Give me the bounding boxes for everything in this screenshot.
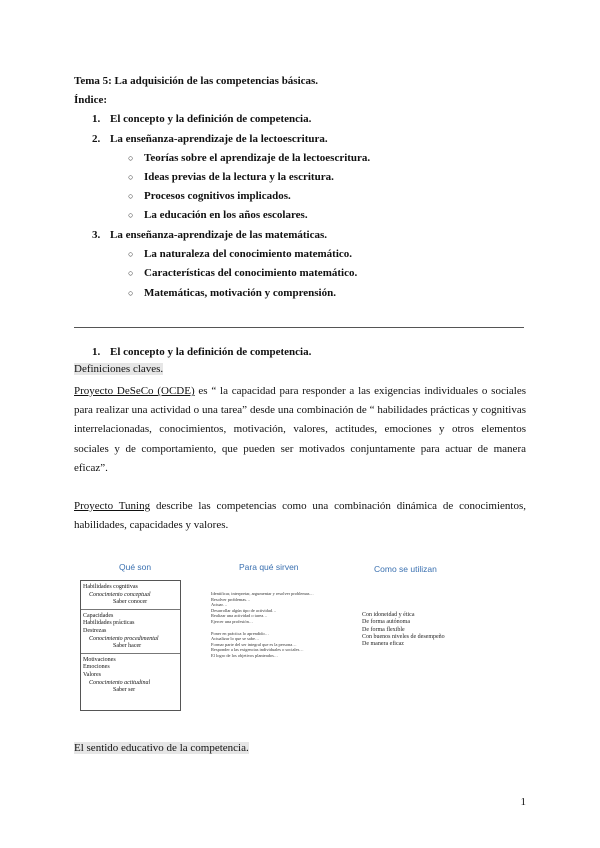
index-subitem <box>128 152 370 164</box>
section-text: El concepto y la definición de competencia. <box>110 346 312 358</box>
box-italic-line: Conocimiento actitudinal <box>89 679 151 686</box>
index-subitem-text: Matemáticas, motivación y comprensión. <box>144 287 336 299</box>
why-line: Realizar una actividad o tarea… <box>211 613 268 619</box>
box-footer: Saber conocer <box>113 599 148 606</box>
index-item-3 <box>92 229 327 241</box>
why-line: Poner en práctica lo aprendido… <box>211 630 270 636</box>
box-section-attitudinal <box>81 654 180 697</box>
how-line: De manera eficaz <box>362 641 404 648</box>
diagram-how-list <box>362 612 482 648</box>
index-label: Índice: <box>74 94 107 106</box>
sense-heading-text: El sentido educativo de la competencia. <box>74 742 249 754</box>
box-line: Motivaciones <box>83 656 116 663</box>
index-subitem-text: Procesos cognitivos implicados. <box>144 190 291 202</box>
why-line: Actuar… <box>211 602 228 608</box>
index-subitem-text: Ideas previas de la lectura y la escritura. <box>144 171 334 183</box>
box-section-practical <box>81 610 180 654</box>
index-subitem <box>128 190 291 202</box>
bullet-icon: ○ <box>128 249 134 259</box>
box-line: Habilidades prácticas <box>83 620 135 627</box>
box-footer: Saber ser <box>113 687 136 694</box>
why-line: El logro de los objetivos planteados… <box>211 652 279 658</box>
bullet-icon: ○ <box>128 288 134 298</box>
bullet-icon: ○ <box>128 153 134 163</box>
diagram-col-what: Qué son <box>119 562 152 572</box>
index-subitem-text: Teorías sobre el aprendizaje de la lectoescritura. <box>144 152 371 164</box>
index-subitem <box>128 287 336 299</box>
index-subitem <box>128 267 357 279</box>
deseco-link[interactable]: Proyecto DeSeCo (OCDE) <box>74 385 195 397</box>
diagram-col-how: Como se utilizan <box>374 564 437 574</box>
index-num: 2. <box>92 133 101 145</box>
box-footer: Saber hacer <box>113 643 142 650</box>
tuning-text: describe las competencias como una combinación dinámica de conocimientos, habilidades, capacidades y valores. <box>74 500 526 532</box>
tuning-paragraph <box>74 497 526 535</box>
bullet-icon: ○ <box>128 210 134 220</box>
definitions-heading <box>74 363 163 375</box>
why-line: Formar parte del ser integral que es la persona… <box>211 641 297 647</box>
how-line: Con idoneidad y ética <box>362 612 415 618</box>
index-item-2 <box>92 133 328 145</box>
diagram-why-list <box>211 591 351 659</box>
bullet-icon: ○ <box>128 172 134 182</box>
index-subitem-text: Características del conocimiento matemático. <box>144 267 358 279</box>
how-line: Con buenos niveles de desempeño <box>362 633 445 640</box>
why-line: Identificar, interpretar, argumentar y resolver problemas… <box>211 591 314 596</box>
section-num: 1. <box>92 346 101 358</box>
index-num: 1. <box>92 113 101 125</box>
sense-heading <box>74 742 249 754</box>
box-line: Capacidades <box>83 612 114 619</box>
index-item-1 <box>92 113 311 125</box>
index-num: 3. <box>92 229 101 241</box>
box-line: Habilidades cognitivas <box>83 584 138 590</box>
how-line: De forma flexible <box>362 626 405 633</box>
why-line: Responder a las exigencias individuales o sociales… <box>211 647 304 653</box>
box-italic-line: Conocimiento procedimental <box>89 635 159 642</box>
box-section-cognitive <box>81 581 180 610</box>
why-line: Ejercer una profesión… <box>211 618 254 624</box>
diagram-col-why: Para qué sirven <box>239 562 299 572</box>
why-line: Desarrollar algún tipo de actividad… <box>211 607 277 613</box>
document-title: Tema 5: La adquisición de las competencias básicas. <box>74 75 319 87</box>
competence-components-box <box>80 580 181 711</box>
box-italic-line: Conocimiento conceptual <box>89 591 151 598</box>
index-subitem <box>128 209 308 221</box>
definitions-heading-text: Definiciones claves. <box>74 363 164 375</box>
tuning-link[interactable]: Proyecto Tuning <box>74 500 151 512</box>
page-number: 1 <box>520 796 526 808</box>
why-line: Resolver problemas… <box>211 596 251 602</box>
index-subitem <box>128 248 352 260</box>
index-subitem-text: La naturaleza del conocimiento matemático. <box>144 248 353 260</box>
why-line: Actualizar lo que se sabe… <box>211 636 260 642</box>
box-line: Destrezas <box>83 627 107 634</box>
index-subitem-text: La educación en los años escolares. <box>144 209 308 221</box>
box-line: Valores <box>83 671 101 678</box>
index-subitem <box>128 171 334 183</box>
index-text: La enseñanza-aprendizaje de las matemáticas. <box>110 229 328 241</box>
index-text: El concepto y la definición de competencia. <box>110 113 312 125</box>
deseco-paragraph <box>74 382 526 478</box>
deseco-text: es “ la capacidad para responder a las exigencias individuales o sociales para realizar una actividad o una tarea” desde una combinación de “ habilidades prácticas y cognitivas interrelacionadas, conocimientos, motivación, valores, actitudes, emociones y otros elementos sociales y de comportamiento, que pueden ser motivados conjuntamente para actuar de manera eficaz”. <box>74 385 526 474</box>
section-heading <box>92 346 311 358</box>
section-divider <box>74 327 524 328</box>
bullet-icon: ○ <box>128 268 134 278</box>
index-text: La enseñanza-aprendizaje de la lectoescritura. <box>110 133 328 145</box>
how-line: De forma autónoma <box>362 619 410 626</box>
box-line: Emociones <box>83 664 110 671</box>
bullet-icon: ○ <box>128 191 134 201</box>
